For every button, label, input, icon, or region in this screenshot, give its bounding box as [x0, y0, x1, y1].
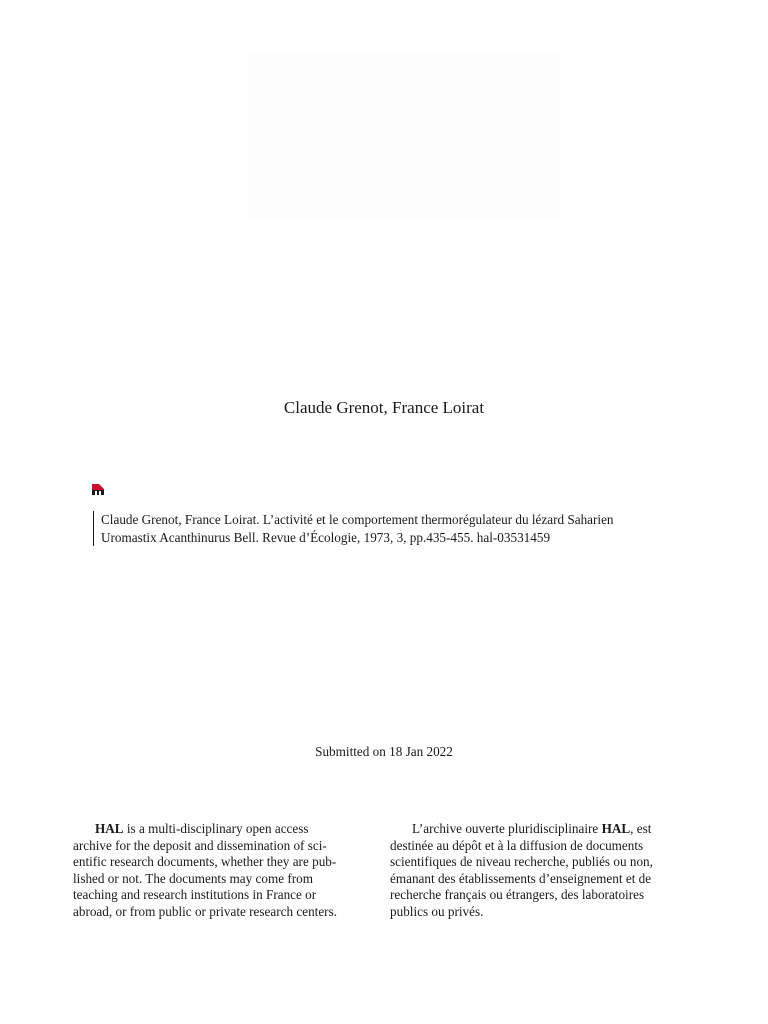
french-notice [390, 821, 694, 921]
english-notice-line: entific research documents, whether they are pub- [73, 854, 337, 870]
hal-name: HAL [95, 821, 124, 836]
french-notice-line: scientifiques de niveau recherche, publiés ou non, [390, 854, 653, 870]
citation-line-1: Claude Grenot, France Loirat. L’activité et le comportement thermorégulateur du lézard Saharien [101, 512, 614, 527]
hal-logo-icon [92, 484, 104, 495]
english-notice-line: teaching and research institutions in France or [73, 887, 317, 903]
citation-line-2: Uromastix Acanthinurus Bell. Revue d’Écologie, 1973, 3, pp.435-455. hal-03531459 [101, 529, 551, 545]
french-notice-line: L’archive ouverte pluridisciplinaire HAL, est [412, 821, 652, 836]
french-notice-line: destinée au dépôt et à la diffusion de documents [390, 837, 644, 853]
title-area [248, 50, 560, 220]
english-notice-line: HAL is a multi-disciplinary open access [95, 821, 309, 836]
french-notice-line: recherche français ou étrangers, des laboratoires [390, 887, 645, 903]
french-notice-line: publics ou privés. [390, 903, 484, 919]
french-notice-line: émanant des établissements d’enseignement et de [390, 870, 652, 886]
submission-date: Submitted on 18 Jan 2022 [315, 744, 453, 759]
english-notice-line: archive for the deposit and dissemination of sci- [73, 837, 327, 853]
english-notice-line: abroad, or from public or private research centers. [73, 903, 337, 919]
citation [93, 511, 741, 546]
hal-name: HAL [601, 821, 631, 836]
english-notice [73, 821, 377, 921]
authors: Claude Grenot, France Loirat [283, 398, 485, 417]
english-notice-line: lished or not. The documents may come from [73, 870, 314, 886]
